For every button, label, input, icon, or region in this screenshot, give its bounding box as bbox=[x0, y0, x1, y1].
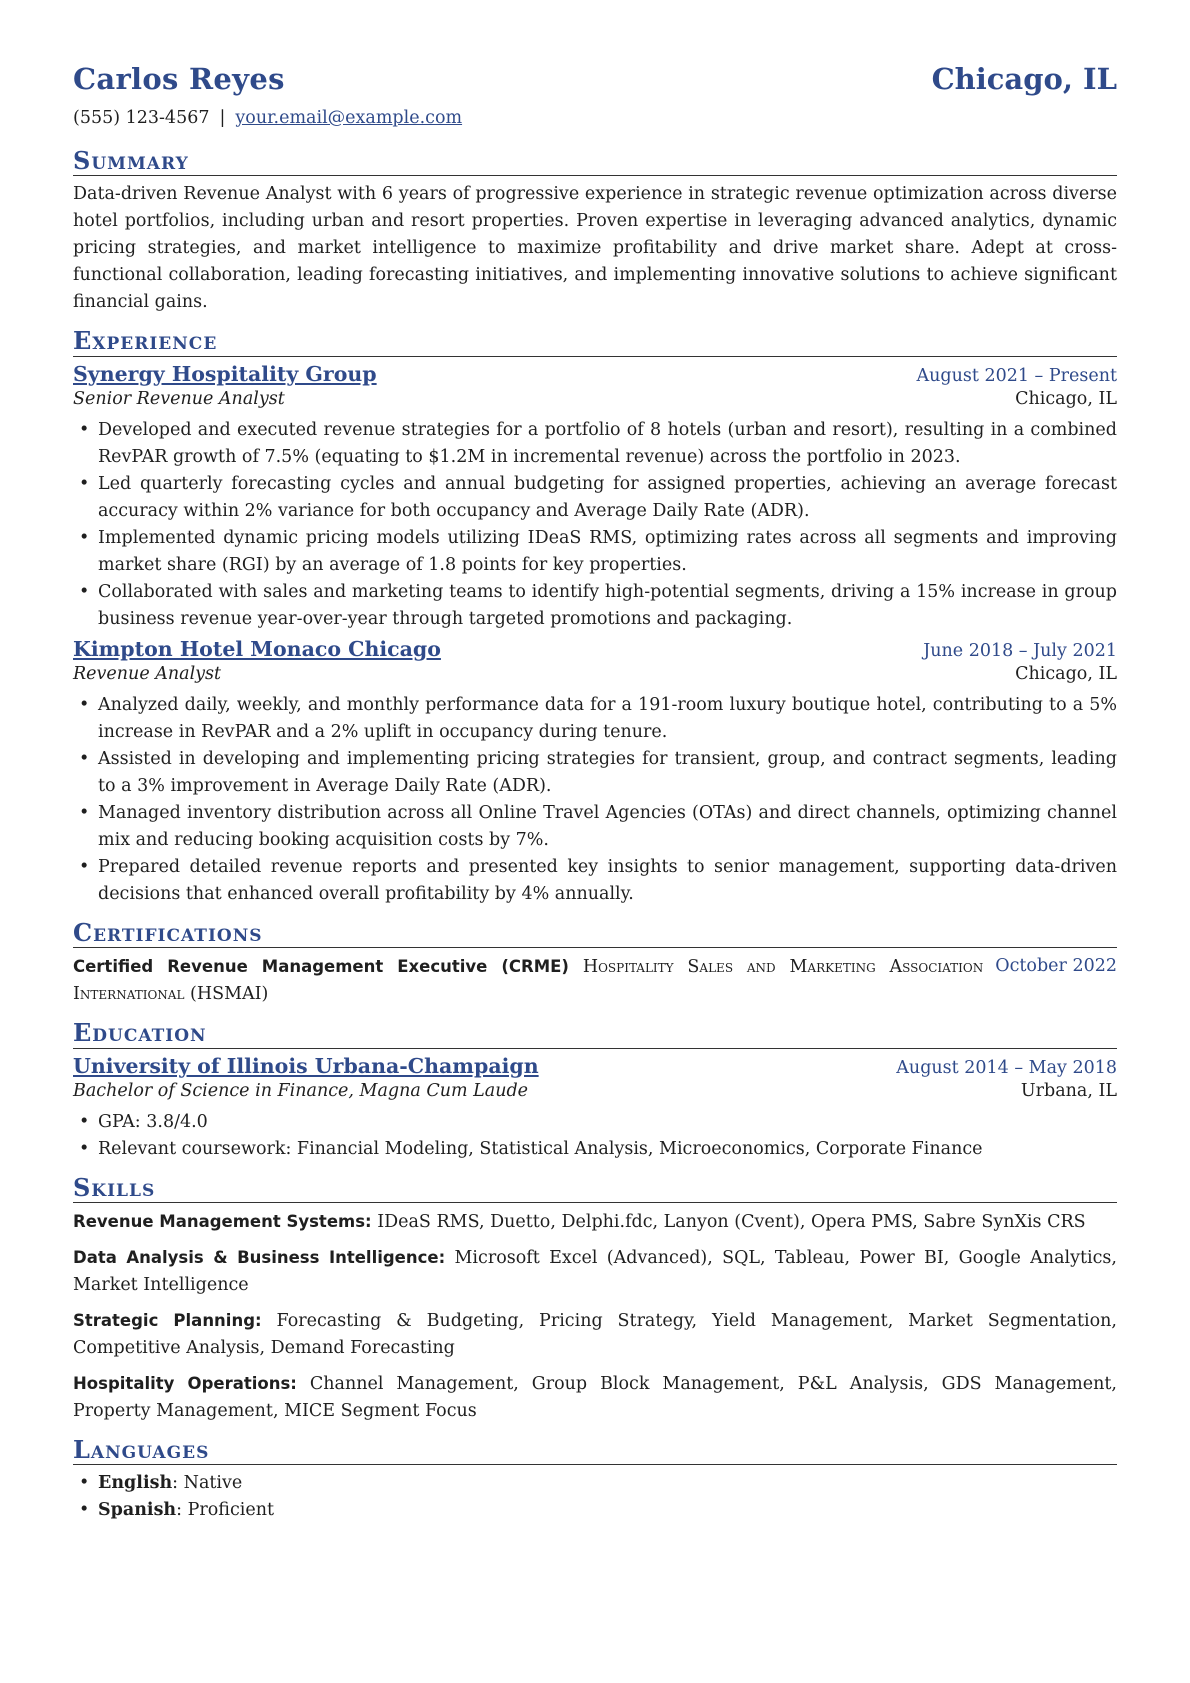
summary-text: Data-driven Revenue Analyst with 6 years of progressive experience in strategic revenue optimization across diverse hotel portfolios, including urban and resort properties. Proven expertise in leveraging advanced analytics, dynamic pricing strategies, and market intelligence to maximize profitability and drive market share. Adept at cross-functional collaboration, leading forecasting initiatives, and implementing innovative solutions to achieve significant financial gains. bbox=[73, 184, 1117, 313]
list-item: • Led quarterly forecasting cycles and annual budgeting for assigned properties, achieving an average forecast accuracy within 2% variance for both occupancy and Average Daily Rate (ADR). bbox=[73, 471, 1117, 525]
skill-category: Strategic Planning: bbox=[73, 1310, 262, 1330]
job-title: Revenue Analyst bbox=[73, 663, 222, 684]
certification-name: Certified Revenue Management Executive (CRME) bbox=[73, 957, 569, 977]
company-link[interactable]: Kimpton Hotel Monaco Chicago bbox=[73, 636, 441, 661]
job-title: Senior Revenue Analyst bbox=[73, 388, 285, 409]
list-item: • Relevant coursework: Financial Modeling, Statistical Analysis, Microeconomics, Corporate Finance bbox=[73, 1136, 1117, 1163]
phone-number: (555) 123-4567 bbox=[73, 108, 210, 128]
education-location: Urbana, IL bbox=[1020, 1080, 1117, 1101]
section-title-education: Education bbox=[73, 1020, 1117, 1048]
contact-line bbox=[73, 108, 1117, 128]
skill-values: IDeaS RMS, Duetto, Delphi.fdc, Lanyon (Cvent), Opera PMS, Sabre SynXis CRS bbox=[377, 1211, 1086, 1232]
language-name: Spanish bbox=[98, 1500, 177, 1521]
section-title-languages: Languages bbox=[73, 1437, 1117, 1465]
skill-category: Hospitality Operations: bbox=[73, 1373, 297, 1393]
skill-values: Channel Management, Group Block Management, P&L Analysis, GDS Management, Property Management, MICE Segment Focus bbox=[73, 1373, 1117, 1421]
job-bullets bbox=[73, 417, 1117, 633]
list-item: • Analyzed daily, weekly, and monthly performance data for a 191-room luxury boutique hotel, contributing to a 5% increase in RevPAR and a 2% uplift in occupancy during tenure. bbox=[73, 692, 1117, 746]
language-level: : Proficient bbox=[176, 1500, 275, 1521]
contact-separator: | bbox=[219, 108, 226, 128]
languages-list bbox=[73, 1470, 1117, 1524]
email-link[interactable]: your.email@example.com bbox=[235, 108, 463, 128]
certification-entry bbox=[73, 953, 1117, 1008]
section-title-certifications: Certifications bbox=[73, 920, 1117, 948]
job-location: Chicago, IL bbox=[1015, 388, 1117, 409]
job-bullets bbox=[73, 692, 1117, 908]
section-title-skills: Skills bbox=[73, 1175, 1117, 1203]
list-item: • Assisted in developing and implementing pricing strategies for transient, group, and contract segments, leading to a 3% improvement in Average Daily Rate (ADR). bbox=[73, 746, 1117, 800]
certification-date: October 2022 bbox=[995, 956, 1117, 977]
skill-category: Revenue Management Systems: bbox=[73, 1211, 372, 1231]
education-dates: August 2014 – May 2018 bbox=[896, 1057, 1117, 1078]
education-entry bbox=[73, 1054, 1117, 1163]
skill-row bbox=[73, 1307, 1117, 1362]
list-item: • Collaborated with sales and marketing teams to identify high-potential segments, driving a 15% increase in group business revenue year-over-year through targeted promotions and packaging. bbox=[73, 579, 1117, 633]
list-item bbox=[73, 1497, 1117, 1524]
list-item: • Developed and executed revenue strategies for a portfolio of 8 hotels (urban and resort), resulting in a combined RevPAR growth of 7.5% (equating to $1.2M in incremental revenue) across the portfolio in 2023. bbox=[73, 417, 1117, 471]
section-title-summary: Summary bbox=[73, 148, 1117, 176]
section-title-experience: Experience bbox=[73, 328, 1117, 356]
list-item: • Implemented dynamic pricing models utilizing IDeaS RMS, optimizing rates across all segments and improving market share (RGI) by an average of 1.8 points for key properties. bbox=[73, 525, 1117, 579]
skill-values: Forecasting & Budgeting, Pricing Strategy, Yield Management, Market Segmentation, Competitive Analysis, Demand Forecasting bbox=[73, 1310, 1117, 1358]
experience-entry bbox=[73, 362, 1117, 633]
list-item: • Managed inventory distribution across all Online Travel Agencies (OTAs) and direct channels, optimizing channel mix and reducing booking acquisition costs by 7%. bbox=[73, 800, 1117, 854]
skill-category: Data Analysis & Business Intelligence: bbox=[73, 1247, 446, 1267]
job-dates: August 2021 – Present bbox=[916, 365, 1117, 386]
company-link[interactable]: Synergy Hospitality Group bbox=[73, 361, 377, 386]
skill-row bbox=[73, 1208, 1117, 1236]
candidate-name: Carlos Reyes bbox=[73, 62, 285, 96]
job-location: Chicago, IL bbox=[1015, 663, 1117, 684]
resume-header bbox=[73, 62, 1117, 96]
list-item: • GPA: 3.8/4.0 bbox=[73, 1109, 1117, 1136]
education-bullets bbox=[73, 1109, 1117, 1163]
job-dates: June 2018 – July 2021 bbox=[923, 640, 1117, 661]
experience-entry bbox=[73, 637, 1117, 908]
skill-row bbox=[73, 1244, 1117, 1299]
school-link[interactable]: University of Illinois Urbana-Champaign bbox=[73, 1053, 539, 1078]
degree: Bachelor of Science in Finance, Magna Cum Laude bbox=[73, 1080, 529, 1101]
skill-values: Microsoft Excel (Advanced), SQL, Tableau, Power BI, Google Analytics, Market Intelligence bbox=[73, 1247, 1117, 1295]
candidate-location: Chicago, IL bbox=[931, 62, 1117, 96]
language-name: English bbox=[98, 1473, 173, 1494]
list-item bbox=[73, 1470, 1117, 1497]
skill-row bbox=[73, 1370, 1117, 1425]
list-item: • Prepared detailed revenue reports and presented key insights to senior management, supporting data-driven decisions that enhanced overall profitability by 4% annually. bbox=[73, 854, 1117, 908]
language-level: : Native bbox=[172, 1473, 243, 1494]
certification-issuer: Hospitality Sales and Marketing Association International (HSMAI) bbox=[73, 957, 984, 1005]
